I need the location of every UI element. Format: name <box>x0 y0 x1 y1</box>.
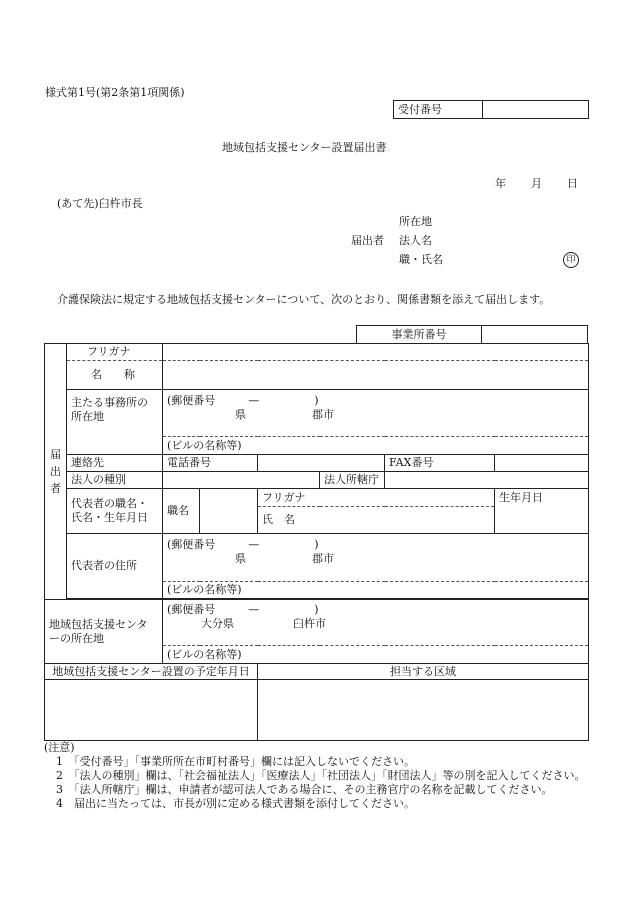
notes-heading: (注意) <box>44 741 75 754</box>
name-field[interactable] <box>163 361 589 390</box>
contact-label: 連絡先 <box>67 455 163 472</box>
notifier-corp-label: 法人名 <box>399 234 432 247</box>
rep-city-label: 郡市 <box>312 552 334 565</box>
rep-furigana-field[interactable] <box>258 489 495 507</box>
notes-section <box>44 741 590 811</box>
center-location-label: 地域包括支援センターの所在地 <box>45 600 163 664</box>
furigana-label: フリガナ <box>67 344 163 361</box>
building-label: (ビルの名称等) <box>167 438 242 452</box>
note-item: 3 「法人所轄庁」欄は、申請者が認可法人である場合に、その主務官庁の名称を記載してください。 <box>56 783 553 796</box>
center-city-label: 臼杵市 <box>293 617 326 630</box>
intro-text: 介護保険法に規定する地域包括支援センターについて、次のとおり、関係書類を添えて届出します。 <box>57 293 551 306</box>
main-office-postal-label: (郵便番号 — ) <box>167 394 319 407</box>
receipt-number-field[interactable] <box>483 101 589 119</box>
center-building-field[interactable] <box>163 646 589 664</box>
center-location-field[interactable] <box>163 600 589 646</box>
position-label: 職名 <box>163 489 200 534</box>
office-number-field[interactable] <box>482 326 588 344</box>
main-office-prefecture-label: 県 <box>235 408 246 421</box>
notifier-role-label: 届出者 <box>351 234 384 247</box>
note-item: 1 「受付番号」「事業所所在市町村番号」欄には記入しないでください。 <box>56 755 415 768</box>
position-field[interactable] <box>200 489 258 534</box>
main-office-city-label: 郡市 <box>312 408 334 421</box>
name-label: 名 称 <box>67 361 163 390</box>
rep-prefecture-label: 県 <box>235 552 246 565</box>
office-number-label: 事業所番号 <box>357 326 482 344</box>
receipt-number-box <box>393 100 589 119</box>
notifier-name-label: 職・氏名 <box>399 253 443 266</box>
fax-label-cell: FAX番号 <box>385 455 495 472</box>
birthdate-field[interactable] <box>495 489 589 534</box>
main-office-address-field[interactable] <box>163 390 589 437</box>
rep-address-field[interactable] <box>163 534 589 582</box>
addressee: (あて先)臼杵市長 <box>57 197 143 210</box>
scheduled-date-field[interactable] <box>45 680 258 741</box>
rep-name-field[interactable] <box>258 507 495 534</box>
seal-icon: 印 <box>563 252 579 268</box>
area-label: 担当する区域 <box>258 664 589 680</box>
office-number-box <box>356 325 588 344</box>
center-postal-label: (郵便番号 — ) <box>167 603 319 616</box>
corp-authority-field[interactable] <box>385 472 589 489</box>
date-year-label: 年 <box>495 177 506 190</box>
corp-authority-label: 法人所轄庁 <box>320 472 385 489</box>
corp-type-field[interactable] <box>163 472 320 489</box>
birthdate-label: 生年月日 <box>499 491 543 504</box>
phone-label: 電話番号 <box>163 455 258 472</box>
note-item: 2 「法人の種別」欄は、「社会福祉法人」「医療法人」「社団法人」「財団法人」等の別を記入してください。 <box>56 769 586 782</box>
scheduled-date-label: 地域包括支援センター設置の予定年月日 <box>45 664 258 680</box>
main-office-building-field[interactable] <box>163 437 589 455</box>
notification-form-table <box>44 343 589 741</box>
center-building-label: (ビルの名称等) <box>167 647 242 661</box>
rep-building-label: (ビルの名称等) <box>167 583 242 596</box>
document-title: 地域包括支援センター設置届出書 <box>222 141 387 154</box>
receipt-number-label: 受付番号 <box>394 101 483 119</box>
date-day-label: 日 <box>567 177 578 190</box>
notifier-side-label: 届 出 者 <box>45 344 67 600</box>
rep-address-label: 代表者の住所 <box>67 534 163 599</box>
rep-name-label: 氏 名 <box>262 513 295 526</box>
date-month-label: 月 <box>531 177 542 190</box>
phone-field[interactable] <box>258 455 385 472</box>
furigana-field[interactable] <box>163 344 589 361</box>
center-prefecture-label: 大分県 <box>201 617 234 630</box>
rep-furigana-label: フリガナ <box>262 490 306 504</box>
main-office-address-label: 主たる事務所の所在地 <box>67 390 163 455</box>
note-item: 4 届出に当たっては、市長が別に定める様式書類を添付してください。 <box>56 797 415 810</box>
fax-field[interactable] <box>495 455 589 472</box>
corp-type-label: 法人の種別 <box>67 472 163 489</box>
area-field[interactable] <box>258 680 589 741</box>
rep-postal-label: (郵便番号 — ) <box>167 538 319 551</box>
notifier-address-label: 所在地 <box>399 215 432 228</box>
representative-label: 代表者の職名・氏名・生年月日 <box>67 489 163 534</box>
form-number: 様式第1号(第2条第1項関係) <box>45 86 185 99</box>
rep-building-field[interactable] <box>163 582 589 599</box>
